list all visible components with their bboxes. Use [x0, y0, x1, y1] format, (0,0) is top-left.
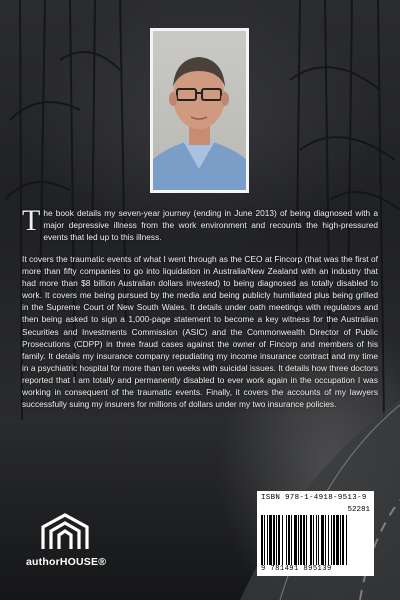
barcode-bar	[313, 515, 314, 565]
barcode-bar	[321, 515, 324, 565]
barcode-digits: 9 781491 895139	[261, 565, 332, 573]
publisher-logo	[26, 513, 107, 573]
isbn-label: ISBN 978-1-4918-9513-9	[261, 494, 367, 502]
publisher-name: authorHOUSE®	[26, 556, 107, 568]
barcode-bar	[282, 515, 283, 565]
barcode-bar	[278, 515, 280, 565]
description-paragraph-1	[22, 204, 378, 243]
barcode-bar	[333, 515, 335, 565]
author-photo-frame	[150, 28, 249, 193]
barcode-bar	[342, 515, 344, 565]
barcode-bar	[336, 515, 339, 565]
author-photo	[153, 31, 246, 190]
barcode-bar	[325, 515, 326, 565]
barcode-bar	[286, 515, 287, 565]
barcode-bar	[267, 515, 268, 565]
price-code: 52281	[347, 506, 370, 514]
barcode-bar	[269, 515, 272, 565]
barcode-bar	[298, 515, 299, 565]
barcode-bar	[316, 515, 317, 565]
barcode-bar	[276, 515, 277, 565]
barcode-bar	[300, 515, 302, 565]
barcode-bar	[264, 515, 265, 565]
barcode-bar	[294, 515, 297, 565]
barcode-bar	[310, 515, 312, 565]
barcode-bar	[340, 515, 341, 565]
barcode-bar	[306, 515, 307, 565]
authorhouse-logo-icon	[39, 513, 91, 551]
barcode-bar	[318, 515, 319, 565]
barcode-bars	[261, 515, 370, 565]
description-paragraph-2: It covers the traumatic events of what I went through as the CEO at Fincorp (that was the first of more than fifty companies to go into liquidation in Australia/New Zealand with an industry that had more than $8 billion Australian dollars invested) to being diagnosed as totally disabled to work. It covers me being pursued by the media and being publicly humiliated plus being grilled in the Supreme Court of New South Wales. It details under oath meetings with regulators and then being asked to sign a 1,000-page statement to become a key witness for the Australian Securities and Investments Commission (ASIC) and the Commonwealth Director of Public Prosecutions (CDPP) in three fraud cases against the owner of Fincorp and members of his family. It details my insurance company repudiating my income insurance contract and my time in a psychiatric hospital for more than ten weeks with suicidal issues. It details how three doctors reported that I am totally and permanently disabled to ever work again in the occupation I was working in consequent of the traumatic events. Finally, it covers the accounts of my lawyers successfully suing my insurers for millions of dollars under my two insurance policies.	[22, 254, 378, 410]
author-portrait-image	[153, 31, 246, 190]
barcode-bar	[288, 515, 290, 565]
barcode-bar	[291, 515, 292, 565]
barcode-bar	[331, 515, 332, 565]
barcode-bar	[273, 515, 275, 565]
barcode-bar	[328, 515, 329, 565]
barcode-bar	[346, 515, 347, 565]
barcode-bar	[303, 515, 305, 565]
isbn-barcode	[257, 491, 374, 576]
paragraph-1-text: he book details my seven-year journey (ending in June 2013) of being diagnosed with a major depressive illness from the work environment and recounts the high-pressured events that led up to this illness.	[43, 208, 378, 243]
barcode-bar	[261, 515, 263, 565]
dropcap-letter: T	[22, 204, 41, 237]
